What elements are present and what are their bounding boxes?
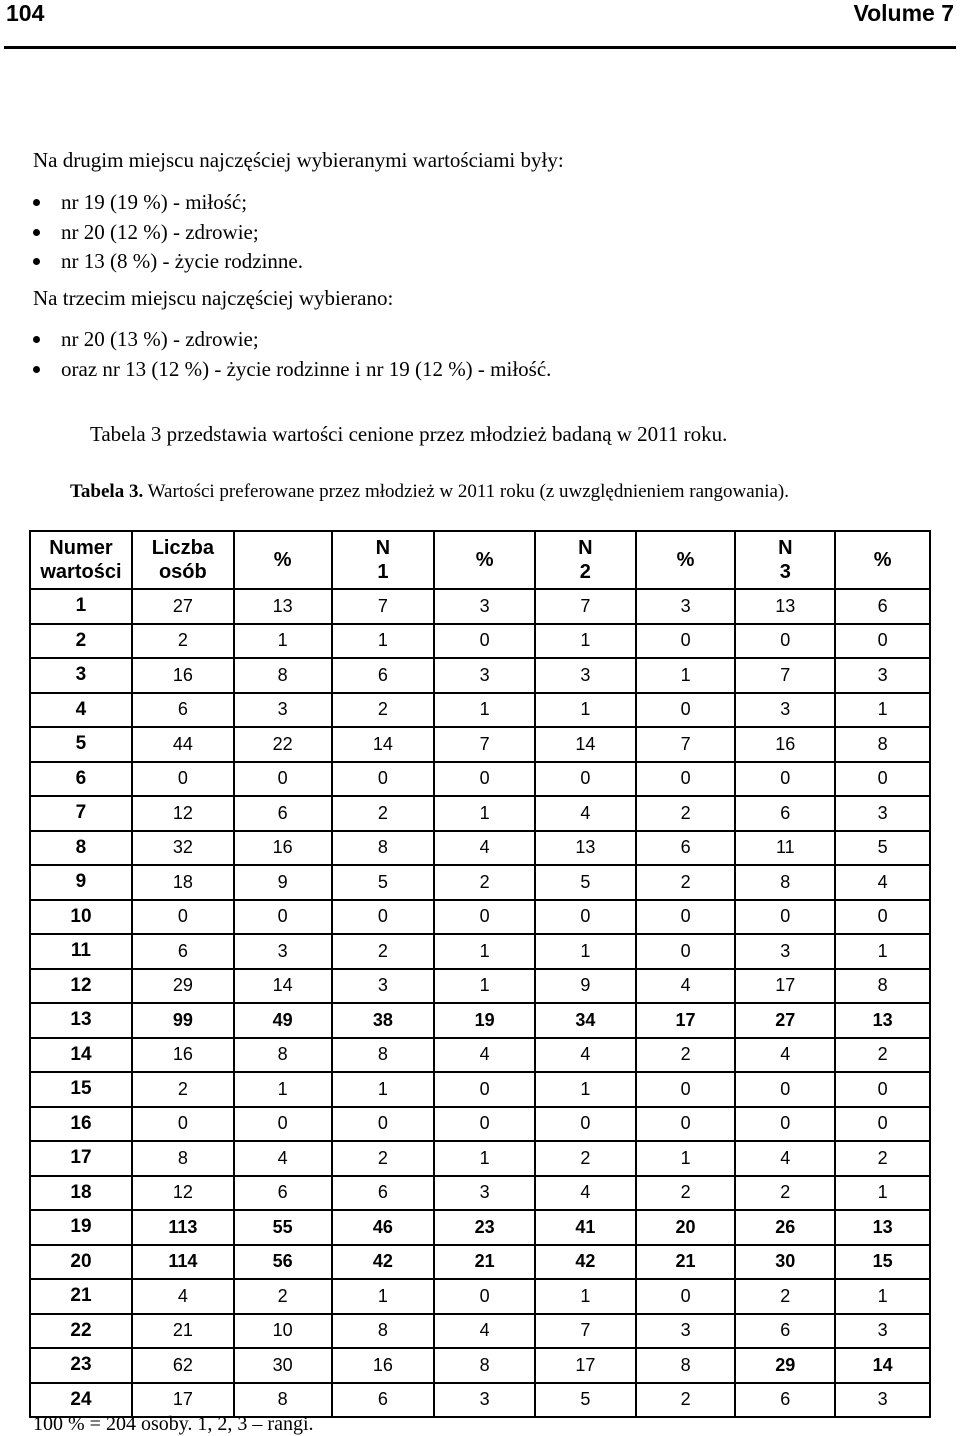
table-cell: 14 (234, 969, 332, 1004)
table-cell: 1 (332, 624, 435, 659)
table-cell: 3 (735, 934, 835, 969)
column-header: % (434, 531, 535, 589)
table-cell: 2 (636, 1038, 736, 1073)
table-cell: 0 (132, 762, 234, 797)
table-row (30, 658, 930, 693)
table-cell: 8 (735, 865, 835, 900)
table-cell: 3 (332, 969, 435, 1004)
value-number-cell: 14 (30, 1038, 132, 1073)
table-cell: 8 (234, 1038, 332, 1073)
table-cell: 42 (535, 1245, 636, 1280)
table-cell: 4 (535, 1038, 636, 1073)
table-cell: 13 (535, 831, 636, 866)
table-cell: 1 (835, 693, 930, 728)
table-cell: 0 (234, 1107, 332, 1142)
table-row (30, 624, 930, 659)
table-cell: 2 (636, 865, 736, 900)
table-cell: 3 (434, 589, 535, 624)
table-cell: 7 (735, 658, 835, 693)
table-cell: 0 (636, 1279, 736, 1314)
table-cell: 13 (835, 1210, 930, 1245)
value-number-cell: 3 (30, 658, 132, 693)
table-cell: 1 (535, 1279, 636, 1314)
table-cell: 0 (535, 762, 636, 797)
table-cell: 6 (132, 934, 234, 969)
page-number: 104 (6, 0, 45, 26)
table-cell: 22 (234, 727, 332, 762)
table-cell: 1 (835, 1176, 930, 1211)
table-cell: 0 (735, 1072, 835, 1107)
table-cell: 4 (234, 1141, 332, 1176)
table-cell: 9 (535, 969, 636, 1004)
table-cell: 0 (434, 762, 535, 797)
table-cell: 14 (535, 727, 636, 762)
table-cell: 0 (735, 624, 835, 659)
value-number-cell: 1 (30, 589, 132, 624)
table-cell: 49 (234, 1003, 332, 1038)
table-cell: 55 (234, 1210, 332, 1245)
table-cell: 4 (735, 1038, 835, 1073)
table-row (30, 1176, 930, 1211)
table-cell: 4 (132, 1279, 234, 1314)
table-cell: 10 (234, 1314, 332, 1349)
table-cell: 16 (332, 1348, 435, 1383)
table-cell: 2 (332, 934, 435, 969)
table-cell: 1 (535, 934, 636, 969)
table-cell: 1 (234, 1072, 332, 1107)
table-cell: 30 (735, 1245, 835, 1280)
value-number-cell: 21 (30, 1279, 132, 1314)
table-cell: 1 (234, 624, 332, 659)
table-cell: 2 (835, 1038, 930, 1073)
table-cell: 1 (434, 934, 535, 969)
table-cell: 114 (132, 1245, 234, 1280)
table-cell: 13 (735, 589, 835, 624)
table-cell: 0 (835, 1107, 930, 1142)
table-cell: 1 (332, 1279, 435, 1314)
table-row (30, 1038, 930, 1073)
table-cell: 6 (332, 1383, 435, 1418)
table-cell: 8 (835, 727, 930, 762)
table-cell: 6 (332, 658, 435, 693)
table-caption (70, 480, 789, 504)
value-number-cell: 23 (30, 1348, 132, 1383)
table-cell: 18 (132, 865, 234, 900)
table-cell: 12 (132, 796, 234, 831)
table-cell: 5 (535, 865, 636, 900)
value-number-cell: 24 (30, 1383, 132, 1418)
table-cell: 0 (132, 900, 234, 935)
value-number-cell: 16 (30, 1107, 132, 1142)
table-cell: 42 (332, 1245, 435, 1280)
table-cell: 0 (636, 934, 736, 969)
table-cell: 1 (332, 1072, 435, 1107)
table-cell: 0 (434, 900, 535, 935)
table-cell: 4 (835, 865, 930, 900)
bullet-icon (33, 336, 40, 343)
table-cell: 3 (636, 1314, 736, 1349)
table-row (30, 934, 930, 969)
table-cell: 3 (535, 658, 636, 693)
value-number-cell: 15 (30, 1072, 132, 1107)
table-cell: 0 (636, 693, 736, 728)
table-cell: 0 (535, 900, 636, 935)
table-cell: 2 (434, 865, 535, 900)
table-cell: 3 (735, 693, 835, 728)
table-cell: 0 (735, 762, 835, 797)
value-number-cell: 2 (30, 624, 132, 659)
table-cell: 8 (636, 1348, 736, 1383)
value-number-cell: 18 (30, 1176, 132, 1211)
column-header: % (234, 531, 332, 589)
table-row (30, 1003, 930, 1038)
table-row (30, 727, 930, 762)
table-cell: 7 (636, 727, 736, 762)
table-cell: 29 (132, 969, 234, 1004)
table-cell: 0 (434, 1279, 535, 1314)
table-cell: 27 (132, 589, 234, 624)
table-cell: 2 (332, 1141, 435, 1176)
table-cell: 16 (132, 658, 234, 693)
table-cell: 11 (735, 831, 835, 866)
list-item: oraz nr 13 (12 %) - życie rodzinne i nr 19 (12 %) - miłość. (33, 357, 733, 381)
table-cell: 0 (132, 1107, 234, 1142)
table-cell: 8 (132, 1141, 234, 1176)
table-cell: 1 (835, 934, 930, 969)
table-cell: 1 (434, 693, 535, 728)
table-cell: 0 (434, 624, 535, 659)
table-cell: 21 (636, 1245, 736, 1280)
table-cell: 34 (535, 1003, 636, 1038)
table-cell: 2 (535, 1141, 636, 1176)
table-cell: 7 (535, 1314, 636, 1349)
table-cell: 8 (234, 1383, 332, 1418)
table-cell: 2 (636, 796, 736, 831)
table-footnote: 100 % = 204 osoby. 1, 2, 3 – rangi. (33, 1413, 314, 1435)
table-row (30, 796, 930, 831)
table-cell: 0 (332, 1107, 435, 1142)
bullet-icon (33, 199, 40, 206)
table-cell: 46 (332, 1210, 435, 1245)
paragraph-third-place: Na trzecim miejscu najczęściej wybierano: (33, 286, 394, 310)
table-cell: 8 (332, 1314, 435, 1349)
table-cell: 0 (835, 1072, 930, 1107)
table-cell: 6 (636, 831, 736, 866)
table-cell: 23 (434, 1210, 535, 1245)
list-item: nr 20 (13 %) - zdrowie; (33, 327, 733, 351)
table-row (30, 693, 930, 728)
table-cell: 16 (132, 1038, 234, 1073)
header-divider (4, 46, 956, 49)
table-row (30, 1107, 930, 1142)
table-cell: 7 (332, 589, 435, 624)
table-cell: 9 (234, 865, 332, 900)
page-header (6, 0, 954, 40)
table-cell: 6 (735, 1314, 835, 1349)
table-cell: 0 (535, 1107, 636, 1142)
table-cell: 2 (132, 624, 234, 659)
table-cell: 3 (234, 934, 332, 969)
table-cell: 6 (234, 1176, 332, 1211)
column-header: N 2 (535, 531, 636, 589)
value-number-cell: 13 (30, 1003, 132, 1038)
volume-label: Volume 7 (853, 0, 954, 26)
table-cell: 6 (835, 589, 930, 624)
table-row (30, 969, 930, 1004)
table-cell: 0 (735, 1107, 835, 1142)
table-cell: 2 (636, 1383, 736, 1418)
table-cell: 0 (636, 624, 736, 659)
table-cell: 6 (735, 796, 835, 831)
table-cell: 12 (132, 1176, 234, 1211)
value-number-cell: 9 (30, 865, 132, 900)
table-cell: 56 (234, 1245, 332, 1280)
table-cell: 62 (132, 1348, 234, 1383)
table-cell: 8 (332, 831, 435, 866)
table-cell: 0 (332, 762, 435, 797)
table-cell: 4 (434, 1314, 535, 1349)
value-number-cell: 4 (30, 693, 132, 728)
table-cell: 2 (735, 1279, 835, 1314)
table-cell: 0 (835, 624, 930, 659)
table-cell: 113 (132, 1210, 234, 1245)
table-row (30, 589, 930, 624)
column-header: Numer wartości (30, 531, 132, 589)
column-header: N 3 (735, 531, 835, 589)
table-cell: 3 (636, 589, 736, 624)
table-cell: 3 (234, 693, 332, 728)
table-cell: 0 (636, 1072, 736, 1107)
table-cell: 2 (132, 1072, 234, 1107)
table-cell: 8 (332, 1038, 435, 1073)
table-cell: 0 (434, 1107, 535, 1142)
table-cell: 6 (332, 1176, 435, 1211)
value-number-cell: 19 (30, 1210, 132, 1245)
table-cell: 8 (835, 969, 930, 1004)
table-cell: 0 (636, 900, 736, 935)
value-number-cell: 6 (30, 762, 132, 797)
table-cell: 27 (735, 1003, 835, 1038)
table-row (30, 1072, 930, 1107)
table-cell: 29 (735, 1348, 835, 1383)
table-row (30, 1210, 930, 1245)
table-cell: 6 (132, 693, 234, 728)
table-row (30, 762, 930, 797)
table-cell: 5 (332, 865, 435, 900)
table-cell: 3 (835, 1314, 930, 1349)
table-cell: 14 (332, 727, 435, 762)
table-cell: 16 (735, 727, 835, 762)
table-cell: 0 (636, 1107, 736, 1142)
table-cell: 17 (735, 969, 835, 1004)
column-header: N 1 (332, 531, 435, 589)
table-cell: 32 (132, 831, 234, 866)
bullet-icon (33, 366, 40, 373)
value-number-cell: 11 (30, 934, 132, 969)
table-caption-text: Wartości preferowane przez młodzież w 2011 roku (z uwzględnieniem rangowania). (143, 481, 790, 502)
paragraph-table-intro: Tabela 3 przedstawia wartości cenione przez młodzież badaną w 2011 roku. (90, 422, 728, 446)
table-row (30, 1245, 930, 1280)
table-cell: 17 (636, 1003, 736, 1038)
table-row (30, 1141, 930, 1176)
table-row (30, 865, 930, 900)
bullet-icon (33, 229, 40, 236)
table-caption-label: Tabela 3. (70, 481, 144, 502)
list-item: nr 20 (12 %) - zdrowie; (33, 220, 533, 244)
table-cell: 14 (835, 1348, 930, 1383)
table-cell: 0 (735, 900, 835, 935)
table-cell: 3 (835, 796, 930, 831)
table-cell: 20 (636, 1210, 736, 1245)
table-cell: 7 (434, 727, 535, 762)
table-cell: 4 (636, 969, 736, 1004)
table-cell: 2 (332, 796, 435, 831)
table-cell: 4 (735, 1141, 835, 1176)
table-cell: 0 (835, 900, 930, 935)
bullet-icon (33, 258, 40, 265)
table-cell: 17 (132, 1383, 234, 1418)
value-number-cell: 7 (30, 796, 132, 831)
table-cell: 0 (234, 762, 332, 797)
list-item: nr 19 (19 %) - miłość; (33, 190, 533, 214)
paragraph-second-place: Na drugim miejscu najczęściej wybieranymi wartościami były: (33, 148, 564, 172)
table-cell: 3 (434, 1176, 535, 1211)
table-cell: 1 (434, 796, 535, 831)
values-table (29, 530, 931, 1418)
table-cell: 2 (735, 1176, 835, 1211)
table-header-row (30, 531, 930, 589)
table-cell: 8 (434, 1348, 535, 1383)
table-cell: 2 (332, 693, 435, 728)
table-cell: 0 (434, 1072, 535, 1107)
table-cell: 13 (234, 589, 332, 624)
table-cell: 5 (835, 831, 930, 866)
value-number-cell: 8 (30, 831, 132, 866)
table-cell: 3 (434, 1383, 535, 1418)
table-cell: 5 (535, 1383, 636, 1418)
table-cell: 16 (234, 831, 332, 866)
value-number-cell: 20 (30, 1245, 132, 1280)
column-header: % (636, 531, 736, 589)
value-number-cell: 12 (30, 969, 132, 1004)
table-cell: 0 (234, 900, 332, 935)
table-cell: 0 (835, 762, 930, 797)
table-cell: 0 (636, 762, 736, 797)
table-cell: 4 (434, 1038, 535, 1073)
table-cell: 30 (234, 1348, 332, 1383)
table-cell: 19 (434, 1003, 535, 1038)
table-cell: 1 (434, 1141, 535, 1176)
table-cell: 1 (535, 624, 636, 659)
table-cell: 0 (332, 900, 435, 935)
table-cell: 4 (434, 831, 535, 866)
value-number-cell: 17 (30, 1141, 132, 1176)
table-row (30, 900, 930, 935)
list-item: nr 13 (8 %) - życie rodzinne. (33, 249, 533, 273)
column-header: % (835, 531, 930, 589)
table-cell: 2 (234, 1279, 332, 1314)
table-cell: 6 (735, 1383, 835, 1418)
table-cell: 3 (434, 658, 535, 693)
table-row (30, 1348, 930, 1383)
table-cell: 8 (234, 658, 332, 693)
table-cell: 17 (535, 1348, 636, 1383)
value-number-cell: 10 (30, 900, 132, 935)
table-cell: 26 (735, 1210, 835, 1245)
table-cell: 1 (835, 1279, 930, 1314)
table-cell: 1 (535, 693, 636, 728)
table-cell: 99 (132, 1003, 234, 1038)
table-cell: 21 (132, 1314, 234, 1349)
table-cell: 2 (835, 1141, 930, 1176)
table-cell: 2 (636, 1176, 736, 1211)
table-cell: 6 (234, 796, 332, 831)
value-number-cell: 22 (30, 1314, 132, 1349)
table-row (30, 831, 930, 866)
table-cell: 3 (835, 1383, 930, 1418)
table-cell: 44 (132, 727, 234, 762)
table-row (30, 1279, 930, 1314)
table-row (30, 1314, 930, 1349)
table-cell: 1 (636, 658, 736, 693)
column-header: Liczba osób (132, 531, 234, 589)
table-cell: 1 (434, 969, 535, 1004)
table-cell: 1 (636, 1141, 736, 1176)
table-cell: 41 (535, 1210, 636, 1245)
table-cell: 13 (835, 1003, 930, 1038)
value-number-cell: 5 (30, 727, 132, 762)
table-cell: 15 (835, 1245, 930, 1280)
table-cell: 4 (535, 796, 636, 831)
table-cell: 3 (835, 658, 930, 693)
table-cell: 38 (332, 1003, 435, 1038)
table-cell: 1 (535, 1072, 636, 1107)
table-cell: 4 (535, 1176, 636, 1211)
table-cell: 21 (434, 1245, 535, 1280)
table-cell: 7 (535, 589, 636, 624)
